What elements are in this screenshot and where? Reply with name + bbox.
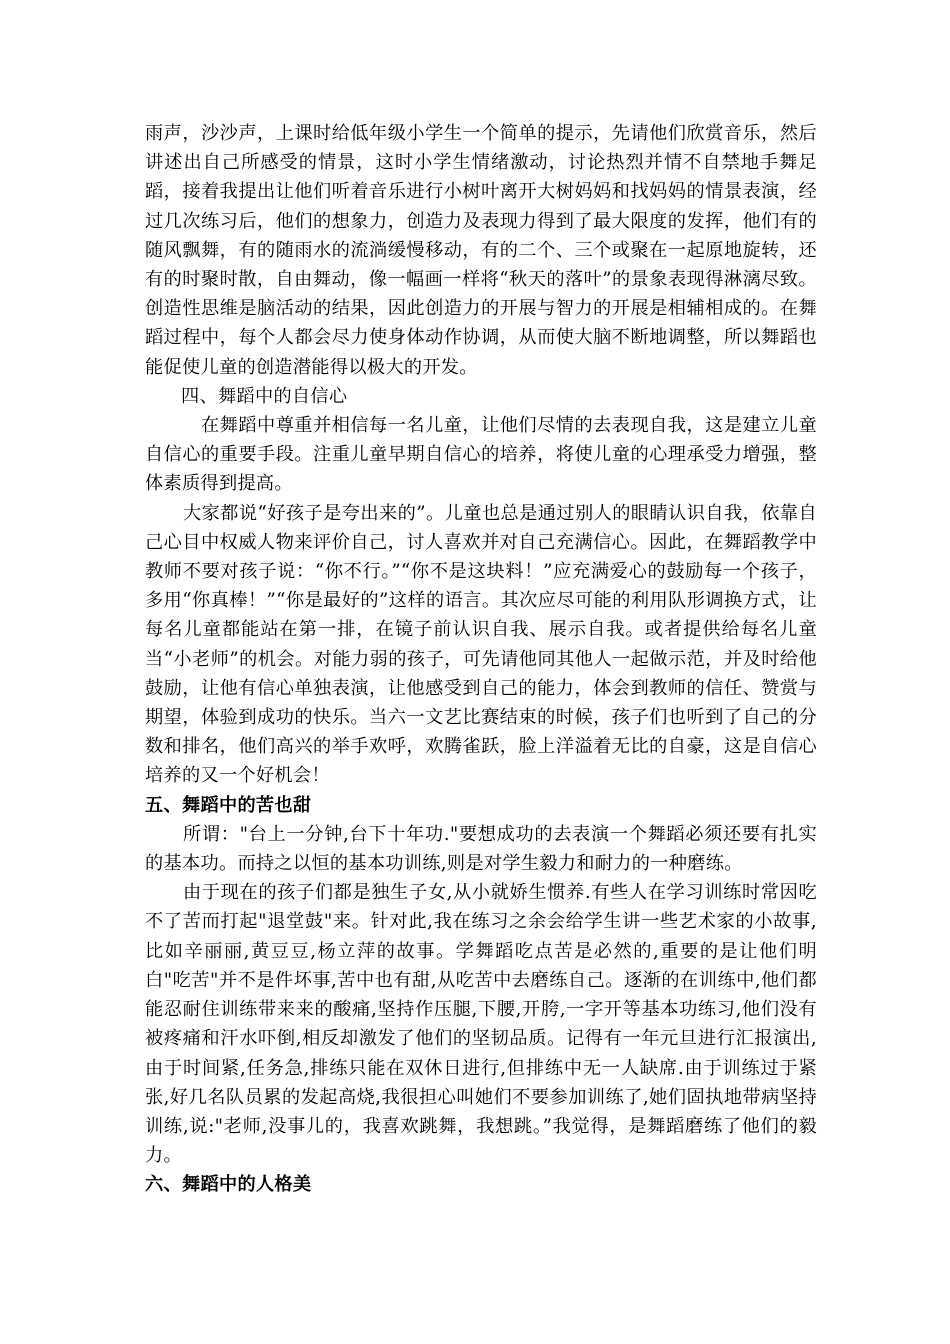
section-heading-confidence: 四、舞蹈中的自信心 <box>181 385 348 407</box>
paragraph-confidence-praise: 大家都说“好孩子是夸出来的”。儿童也总是通过别人的眼睛认识自我，依靠自己心目中权威人物来评价自己，讨人喜欢并对自己充满信心。因此，在舞蹈教学中教师不要对孩子说：“你不行。”“你不是这块料！”应充满爱心的鼓励每一个孩子，多用“你真棒！”“你是最好的”这样的语言。其次应尽可能的利用队形调换方式，让每名儿童都能站在第一排，在镜子前认识自我、展示自我。或者提供给每名儿童当“小老师”的机会。对能力弱的孩子，可先请他同其他人一起做示范，并及时给他鼓励，让他有信心单独表演，让他感受到自己的能力，体会到教师的信任、赞赏与期望，体验到成功的快乐。当六一文艺比赛结束的时候，孩子们也听到了自己的分数和排名，他们高兴的举手欢呼，欢腾雀跃，脸上洋溢着无比的自豪，这是自信心培养的又一个好机会！ <box>145 502 817 787</box>
section-heading-personality: 六、舞蹈中的人格美 <box>145 1174 312 1196</box>
paragraph-hardship-intro: 所谓："台上一分钟,台下十年功."要想成功的去表演一个舞蹈必须还要有扎实的基本功。而持之以恒的基本功训练,则是对学生毅力和耐力的一种磨练。 <box>145 823 817 875</box>
paragraph-creativity-continued: 雨声，沙沙声，上课时给低年级小学生一个简单的提示，先请他们欣赏音乐，然后讲述出自己所感受的情景，这时小学生情绪激动，讨论热烈并情不自禁地手舞足蹈，接着我提出让他们听着音乐进行小树叶离开大树妈妈和找妈妈的情景表演，经过几次练习后，他们的想象力，创造力及表现力得到了最大限度的发挥，他们有的随风飘舞，有的随雨水的流淌缓慢移动，有的二个、三个或聚在一起原地旋转，还有的时聚时散，自由舞动，像一幅画一样将“秋天的落叶”的景象表现得淋漓尽致。创造性思维是脑活动的结果，因此创造力的开展与智力的开展是相辅相成的。在舞蹈过程中，每个人都会尽力使身体动作协调，从而使大脑不断地调整，所以舞蹈也能促使儿童的创造潜能得以极大的开发。 <box>145 123 817 378</box>
document-body <box>145 119 817 1200</box>
paragraph-confidence-intro: 在舞蹈中尊重并相信每一名儿童，让他们尽情的去表现自我，这是建立儿童自信心的重要手段。注重儿童早期自信心的培养，将使儿童的心理承受力增强，整体素质得到提高。 <box>145 415 817 495</box>
paragraph-hardship-story: 由于现在的孩子们都是独生子女,从小就娇生惯养.有些人在学习训练时常因吃不了苦而打起"退堂鼓"来。针对此,我在练习之余会给学生讲一些艺术家的小故事,比如辛丽丽,黄豆豆,杨立萍的故事。学舞蹈吃点苦是必然的,重要的是让他们明白"吃苦"并不是件坏事,苦中也有甜,从吃苦中去磨练自己。逐渐的在训练中,他们都能忍耐住训练带来来的酸痛,坚持作压腿,下腰,开胯,一字开等基本功练习,他们没有被疼痛和汗水吓倒,相反却激发了他们的坚韧品质。记得有一年元旦进行汇报演出,由于时间紧,任务急,排练只能在双休日进行,但排练中无一人缺席.由于训练过于紧张,好几名队员累的发起高烧,我很担心叫她们不要参加训练了,她们固执地带病坚持训练,说:"老师,没事儿的，我喜欢跳舞，我想跳。”我觉得，是舞蹈磨练了他们的毅力。 <box>145 882 817 1167</box>
section-heading-hardship: 五、舞蹈中的苦也甜 <box>145 794 312 816</box>
